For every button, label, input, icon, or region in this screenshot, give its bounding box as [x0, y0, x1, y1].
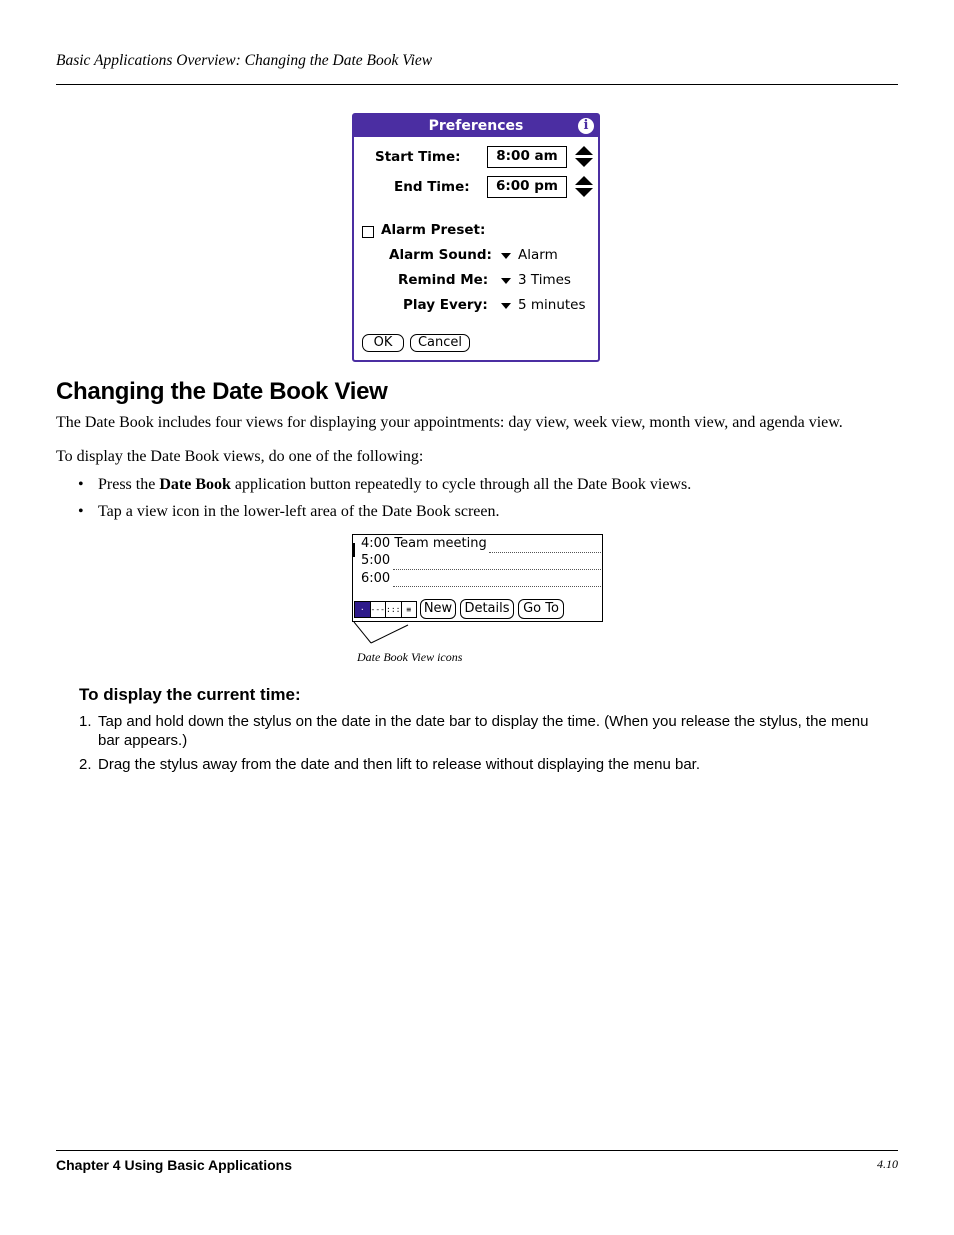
footer-rule [56, 1150, 898, 1151]
end-time-field[interactable]: 6:00 pm [487, 176, 567, 198]
end-time-label: End Time: [394, 179, 470, 195]
preferences-title-bar [354, 115, 598, 137]
bullet-text: Tap a view icon in the lower-left area of the Date Book screen. [98, 503, 500, 520]
row-divider [393, 586, 601, 587]
details-button[interactable]: Details [460, 599, 514, 619]
datebook-row[interactable] [361, 536, 487, 551]
bullet-text-end: application button repeatedly to cycle through all the Date Book views. [230, 476, 692, 493]
step-text: Tap and hold down the stylus on the date in the date bar to display the time. (When you release the stylus, the menu bar appears.) [98, 713, 869, 749]
agenda-view-icon[interactable]: ≡ [406, 605, 412, 614]
info-icon[interactable]: i [578, 118, 594, 134]
alarm-preset-checkbox[interactable] [362, 226, 374, 238]
alarm-sound-dropdown-icon[interactable] [501, 253, 511, 259]
new-button[interactable]: New [420, 599, 456, 619]
ok-button[interactable]: OK [362, 334, 404, 352]
cancel-button[interactable]: Cancel [410, 334, 470, 352]
alarm-sound-value[interactable]: Alarm [518, 247, 558, 263]
row-divider [393, 569, 601, 570]
row-time: 4:00 [361, 536, 391, 551]
footer-chapter: Chapter 4 Using Basic Applications [56, 1157, 292, 1173]
step-number: 1. [79, 713, 92, 730]
step-number: 2. [79, 756, 92, 773]
start-time-field[interactable]: 8:00 am [487, 146, 567, 168]
running-head: Basic Applications Overview: Changing the Date Book View [56, 52, 433, 69]
bullet-text [98, 476, 691, 494]
view-icons [354, 601, 417, 618]
list-item [79, 755, 879, 775]
row-time: 6:00 [361, 571, 391, 586]
bullet-text-start: Press the [98, 476, 160, 493]
play-every-value[interactable]: 5 minutes [518, 297, 586, 313]
preferences-title: Preferences [428, 118, 524, 134]
intro-paragraph: The Date Book includes four views for displaying your appointments: day view, week view, month view, and agenda view. [56, 414, 843, 431]
callout-lines [352, 622, 412, 646]
week-view-icon[interactable]: --- [371, 602, 387, 617]
start-time-arrows-icon[interactable] [575, 146, 593, 168]
bullet-marker: • [78, 476, 84, 493]
start-time-label: Start Time: [375, 149, 461, 165]
day-view-icon[interactable]: · [355, 602, 371, 617]
list-item [79, 712, 879, 752]
page-number: 4.10 [877, 1157, 898, 1171]
remind-me-value[interactable]: 3 Times [518, 272, 571, 288]
datebook-time-bar [353, 543, 355, 557]
play-every-dropdown-icon[interactable] [501, 303, 511, 309]
bullet-marker: • [78, 503, 84, 520]
end-time-arrows-icon[interactable] [575, 176, 593, 198]
datebook-row[interactable] [361, 553, 390, 568]
datebook-figure [352, 534, 603, 622]
remind-me-dropdown-icon[interactable] [501, 278, 511, 284]
figure-caption: Date Book View icons [357, 650, 463, 664]
section-heading: Changing the Date Book View [56, 378, 388, 405]
remind-me-label: Remind Me: [398, 272, 489, 288]
datebook-row[interactable] [361, 571, 390, 586]
go-to-button[interactable]: Go To [518, 599, 564, 619]
preferences-dialog [352, 113, 600, 362]
month-view-icon[interactable]: ::: [386, 602, 402, 617]
row-divider [489, 552, 601, 553]
procedure-heading: To display the current time: [79, 685, 301, 704]
header-rule [56, 84, 898, 85]
alarm-preset-label: Alarm Preset: [381, 222, 486, 238]
alarm-sound-label: Alarm Sound: [389, 247, 492, 263]
step-text: Drag the stylus away from the date and then lift to release without displaying the menu bar. [98, 756, 701, 773]
lead-in-paragraph: To display the Date Book views, do one of the following: [56, 448, 424, 465]
play-every-label: Play Every: [403, 297, 488, 313]
date-book-term: Date Book [159, 476, 231, 493]
row-time: 5:00 [361, 553, 391, 568]
row-event: Team meeting [394, 536, 487, 551]
